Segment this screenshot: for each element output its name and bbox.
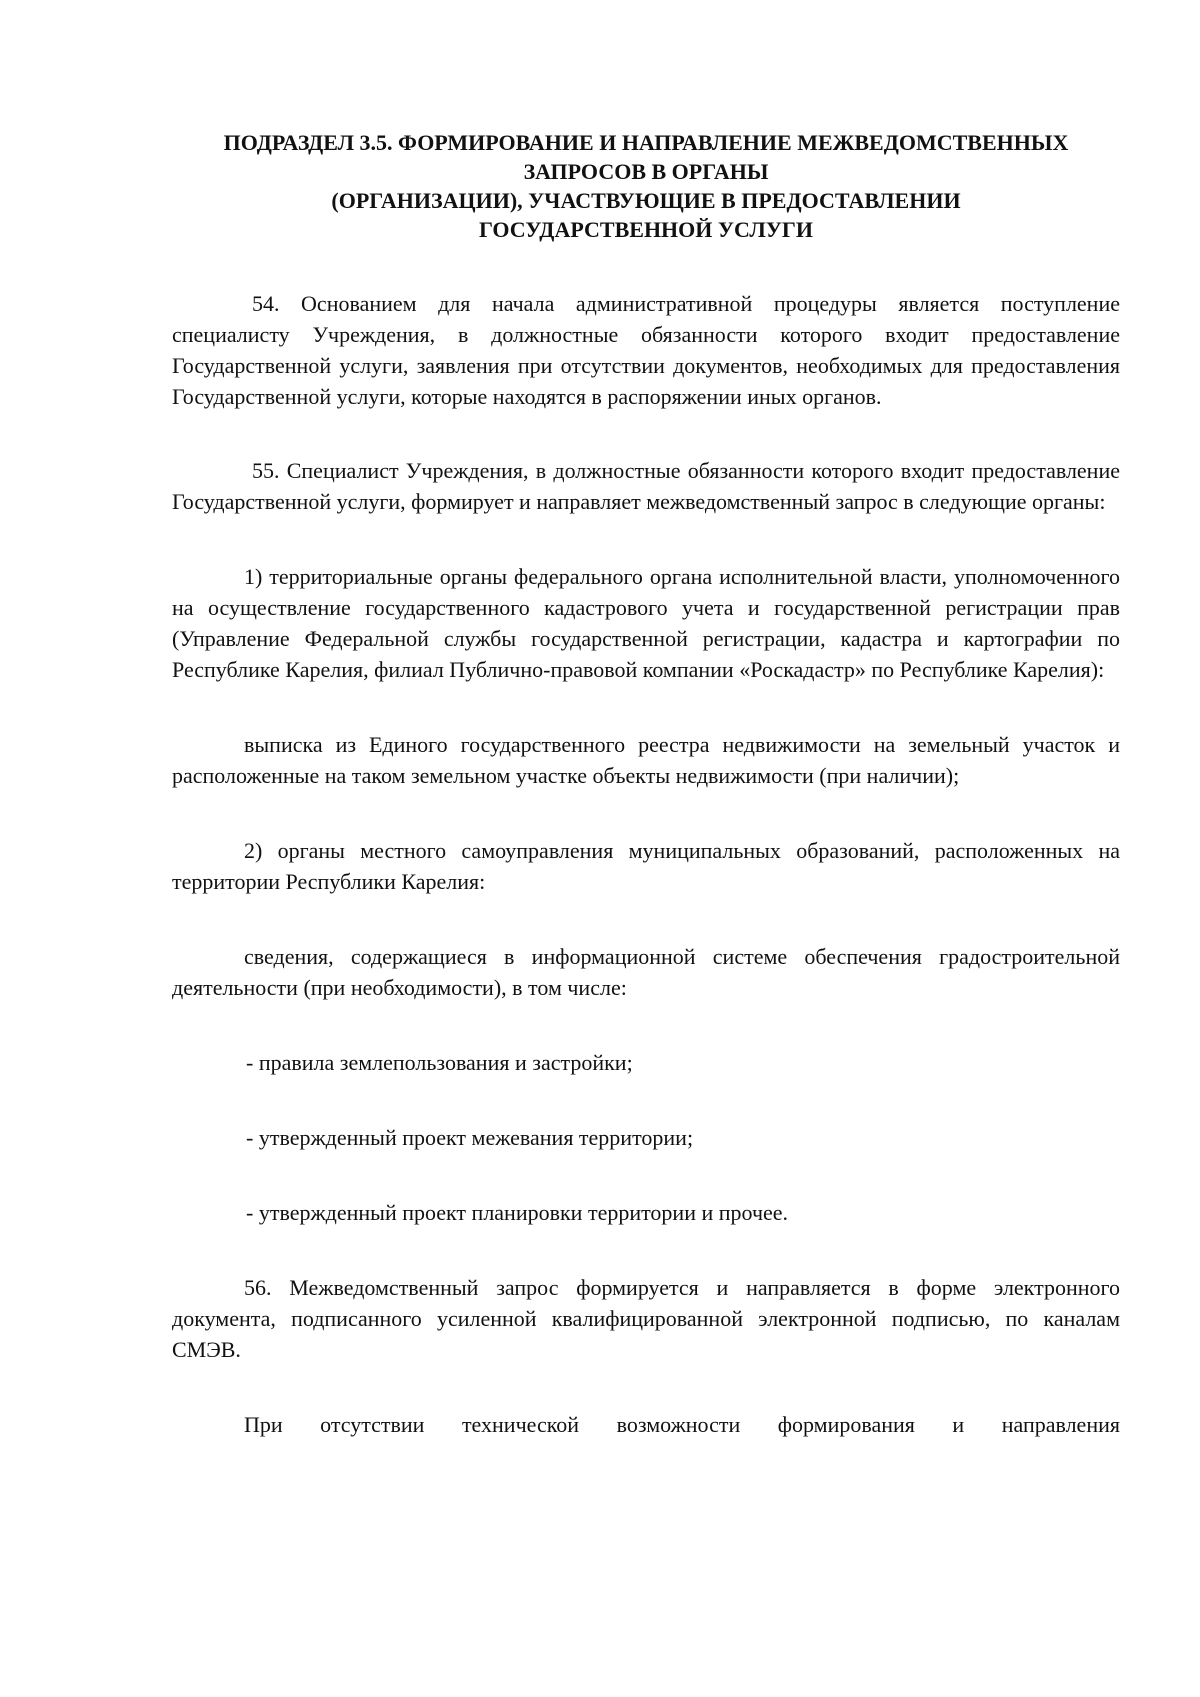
heading-line-1: ПОДРАЗДЕЛ 3.5. ФОРМИРОВАНИЕ И НАПРАВЛЕНИЕ МЕЖВЕДОМСТВЕННЫХ <box>223 130 1069 155</box>
paragraph-information: сведения, содержащиеся в информационной системе обеспечения градостроительной деятельности (при необходимости), в том числе: <box>172 944 1120 1000</box>
paragraph-54: 54. Основанием для начала административной процедуры является поступление специалисту Учреждения, в должностные обязанности которого входит предоставление Государственной услуги, заявления при отсутствии документов, необходимых для предоставления Государственной услуги, которые находятся в распоряжении иных органов. <box>172 291 1120 409</box>
paragraph-56: 56. Межведомственный запрос формируется и направляется в форме электронного документа, подписанного усиленной квалифицированной электронной подписью, по каналам СМЭВ. <box>172 1275 1120 1362</box>
paragraph-item-1: 1) территориальные органы федерального органа исполнительной власти, уполномоченного на осуществление государственного кадастрового учета и государственной регистрации прав (Управление Федеральной службы государственной регистрации, кадастра и картографии по Республике Карелия, филиал Публично-правовой компании «Роскадастр» по Республике Карелия): <box>172 564 1120 682</box>
list-item-survey-project: - утвержденный проект межевания территории; <box>246 1125 694 1150</box>
paragraph-55: 55. Специалист Учреждения, в должностные обязанности которого входит предоставление Государственной услуги, формирует и направляет межведомственный запрос в следующие органы: <box>172 458 1120 514</box>
heading-line-4: ГОСУДАРСТВЕННОЙ УСЛУГИ <box>478 217 814 242</box>
section-heading <box>172 128 1120 244</box>
heading-line-2: ЗАПРОСОВ В ОРГАНЫ <box>523 159 769 184</box>
paragraph-extract: выписка из Единого государственного реестра недвижимости на земельный участок и расположенные на таком земельном участке объекты недвижимости (при наличии); <box>172 732 1120 788</box>
list-item-land-use-rules: - правила землепользования и застройки; <box>246 1050 633 1075</box>
paragraph-last: При отсутствии технической возможности формирования и направления <box>244 1412 1120 1437</box>
document-body <box>172 128 1120 1440</box>
paragraph-item-2: 2) органы местного самоуправления муниципальных образований, расположенных на территории Республики Карелия: <box>172 838 1120 894</box>
heading-line-3: (ОРГАНИЗАЦИИ), УЧАСТВУЮЩИЕ В ПРЕДОСТАВЛЕНИИ <box>331 188 961 213</box>
list-item-planning-project: - утвержденный проект планировки территории и прочее. <box>246 1200 789 1225</box>
